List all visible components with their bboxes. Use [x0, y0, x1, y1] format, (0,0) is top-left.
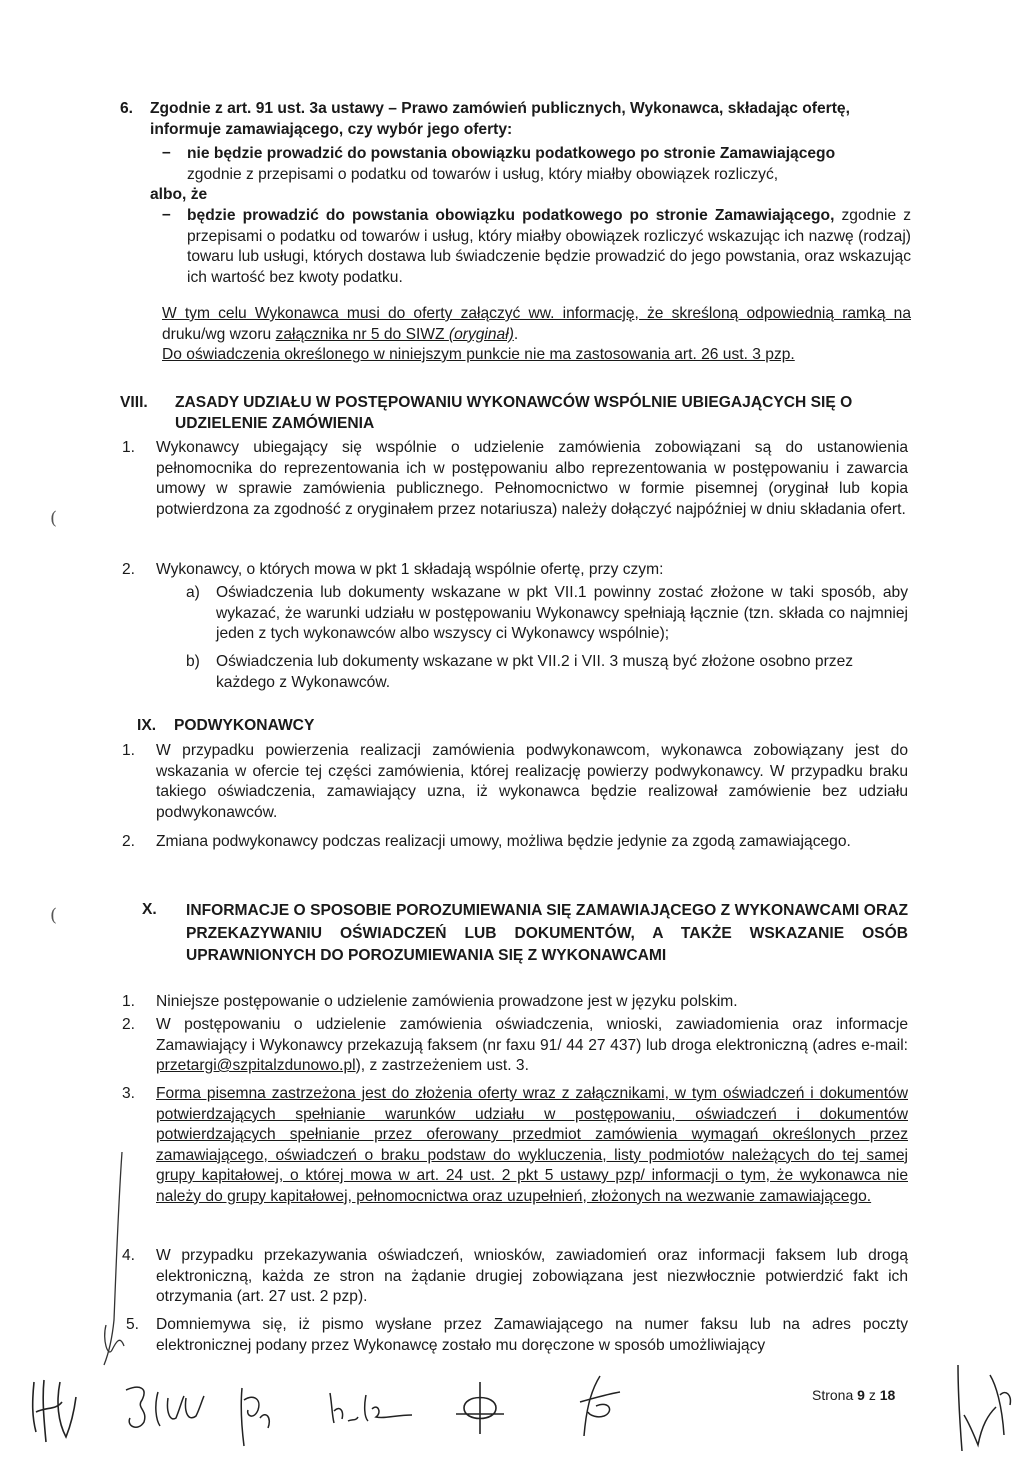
s10-paragraph-1: Niniejsze postępowanie o udzielenie zamówienia prowadzone jest w języku polskim.: [156, 993, 738, 1010]
dash-bullet: –: [162, 144, 171, 161]
item-number: 2.: [122, 1016, 136, 1033]
s6-note-plain: druku/wg wzoru: [162, 325, 276, 343]
section-roman-9: IX.: [137, 717, 157, 734]
page-label: Strona: [812, 1387, 858, 1403]
s6-intro: Zgodnie z art. 91 ust. 3a ustawy – Prawo zamówień publicznych, Wykonawca, składając ofertę, informuje zamawiającego, czy wybór jego oferty:: [150, 100, 850, 138]
page-of: z: [864, 1387, 880, 1403]
s6-option-2-bold: będzie prowadzić do powstania obowiązku podatkowego po stronie Zamawiającego,: [187, 207, 835, 224]
signature-initials: [120, 1378, 210, 1438]
page-footer: [812, 1387, 895, 1403]
s8-paragraph-2: Wykonawcy, o których mowa w pkt 1 składają wspólnie ofertę, przy czym:: [156, 561, 664, 578]
section-title-9: PODWYKONAWCY: [174, 717, 315, 734]
signature-initials: [232, 1380, 282, 1450]
s10-paragraph-5: Domniemywa się, iż pismo wysłane przez Zamawiającego na numer faksu lub na adres poczty elektronicznej podany przez Wykonawcę zostało mu doręczone w sposób umożliwiający: [156, 1316, 908, 1354]
s6-note-original: (oryginał): [448, 325, 514, 343]
margin-mark: (: [50, 905, 58, 926]
signature-initials: [326, 1385, 416, 1430]
item-number: 4.: [122, 1247, 136, 1264]
s6-note-attachment: załącznika nr 5 do SIWZ: [275, 325, 449, 343]
s6-note-2: Do oświadczenia określonego w niniejszym punkcie nie ma zastosowania art. 26 ust. 3 pzp.: [162, 346, 795, 363]
section-roman-10: X.: [142, 901, 157, 918]
s6-note-end: .: [513, 325, 519, 343]
item-number: 2.: [122, 561, 136, 578]
dash-bullet: –: [162, 206, 171, 223]
s10-p2-text-end: ), z zastrzeżeniem ust. 3.: [355, 1057, 529, 1074]
page-total: 18: [879, 1387, 896, 1403]
email-link[interactable]: przetargi@szpitalzdunowo.pl: [156, 1057, 356, 1074]
s10-paragraph-3: Forma pisemna zastrzeżona jest do złożenia oferty wraz z załącznikami, w tym oświadczeń i dokumentów potwierdzających spełnianie warunków udziału w postępowaniu, oświadczeń i dokumentów potwierdzających spełnianie przez oferowany przedmiot zamówienia wymagań określonych przez zamawiającego, oświadczeń o braku podstaw do wykluczenia, listy podmiotów należących do tej samej grupy kapitałowej, o której mowa w art. 24 ust. 2 pkt 5 ustawy pzp/ informacji o tym, że wykonawca nie należy do grupy kapitałowej, pełnomocnictwa oraz uzupełnień, złożonych na wezwanie zamawiającego.: [156, 1085, 908, 1205]
section-title-8: ZASADY UDZIAŁU W POSTĘPOWANIU WYKONAWCÓW WSPÓLNIE UBIEGAJĄCYCH SIĘ O UDZIELENIE ZAMÓWIENIA: [175, 394, 853, 432]
item-number: 1.: [122, 993, 136, 1010]
s6-note-underlined: W tym celu Wykonawca musi do oferty załączyć ww. informację, że skreśloną odpowiednią ramką na: [162, 305, 911, 322]
margin-mark: (: [50, 508, 58, 529]
s6-option-2-rest: zgodnie z przepisami o podatku od towarów i usług, który miałby obowiązek rozliczyć wskazując ich nazwę (rodzaj) towaru lub usługi, których dostawa lub świadczenie będzie prowadzić do jego powstania, oraz wskazując ich wartość bez kwoty podatku.: [187, 207, 911, 286]
item-number: 1.: [122, 439, 136, 456]
s8-paragraph-1: Wykonawcy ubiegający się wspólnie o udzielenie zamówienia zobowiązani są do ustanowienia pełnomocnika do reprezentowania ich w postępowaniu albo reprezentowania w postępowaniu i zawarcia umowy w sprawie zamówienia publicznego. Pełnomocnictwo w formie pisemnej (oryginał lub kopia potwierdzona za zgodność z oryginałem przez notariusza) należy dołączyć najpóźniej w dniu składania ofert.: [156, 439, 908, 518]
signature-initials: [560, 1372, 630, 1442]
item-number: 1.: [122, 742, 136, 759]
list-label: a): [186, 584, 200, 601]
s8-item-b: Oświadczenia lub dokumenty wskazane w pkt VII.2 i VII. 3 muszą być złożone osobno przez każdego z Wykonawców.: [216, 653, 854, 691]
s6-option-1: [187, 144, 911, 185]
margin-handwritten-line: [100, 1150, 140, 1370]
list-label: b): [186, 653, 200, 670]
s6-or: albo, że: [150, 186, 208, 203]
item-number: 3.: [122, 1085, 136, 1102]
signature-initials: [26, 1372, 86, 1447]
s10-p2-text: W postępowaniu o udzielenie zamówienia oświadczenia, wnioski, zawiadomienia oraz informacje Zamawiający i Wykonawcy przekazują faksem (nr faxu 91/ 44 27 437) lub droga elektroniczną (adres e-mail:: [156, 1016, 908, 1054]
signature-initials: [450, 1378, 510, 1438]
s10-paragraph-4: W przypadku przekazywania oświadczeń, wniosków, zawiadomień oraz informacji faksem lub drogą elektroniczną, każda ze stron na żądanie drugiej zobowiązana jest niezwłocznie potwierdzić fakt ich otrzymania (art. 27 ust. 2 pzp).: [156, 1247, 908, 1305]
s6-option-1-rest: zgodnie z przepisami o podatku od towarów i usług, który miałby obowiązek rozliczyć,: [187, 165, 779, 183]
section-title-10: INFORMACJE O SPOSOBIE POROZUMIEWANIA SIĘ ZAMAWIAJĄCEGO Z WYKONAWCAMI ORAZ PRZEKAZYWANIU OŚWIADCZEŃ LUB DOKUMENTÓW, A TAKŻE WSKAZANIE OSÓB UPRAWNIONYCH DO POROZUMIEWANIA SIĘ Z WYKONAWCAMI: [186, 902, 908, 964]
s8-item-a: Oświadczenia lub dokumenty wskazane w pkt VII.1 powinny zostać złożone w taki sposób, aby wykazać, że warunki udziału w postępowaniu Wykonawcy spełniają łącznie (tzn. składa co najmniej jeden z tych wykonawców albo wszyscy ci Wykonawcy wspólnie);: [216, 584, 908, 642]
item-number: 2.: [122, 833, 136, 850]
s10-paragraph-2: [156, 1015, 908, 1077]
section-roman-8: VIII.: [120, 394, 148, 411]
s6-option-1-bold: nie będzie prowadzić do powstania obowiązku podatkowego po stronie Zamawiającego: [187, 145, 836, 162]
s6-option-2: [187, 206, 911, 288]
s9-paragraph-1: W przypadku powierzenia realizacji zamówienia podwykonawcom, wykonawca zobowiązany jest do wskazania w ofercie tej części zamówienia, której realizację powierzy podwykonawcy. W przypadku braku takiego oświadczenia, zamawiający uzna, iż wykonawca będzie realizował zamówienie bez udziału podwykonawców.: [156, 742, 908, 821]
s9-paragraph-2: Zmiana podwykonawcy podczas realizacji umowy, możliwa będzie jedynie za zgodą zamawiającego.: [156, 833, 851, 850]
page-number: 9: [857, 1387, 865, 1403]
item-number: 5.: [126, 1316, 140, 1333]
s6-note: [162, 304, 911, 345]
item-number: 6.: [120, 100, 134, 117]
signature-initials: [950, 1355, 1020, 1455]
